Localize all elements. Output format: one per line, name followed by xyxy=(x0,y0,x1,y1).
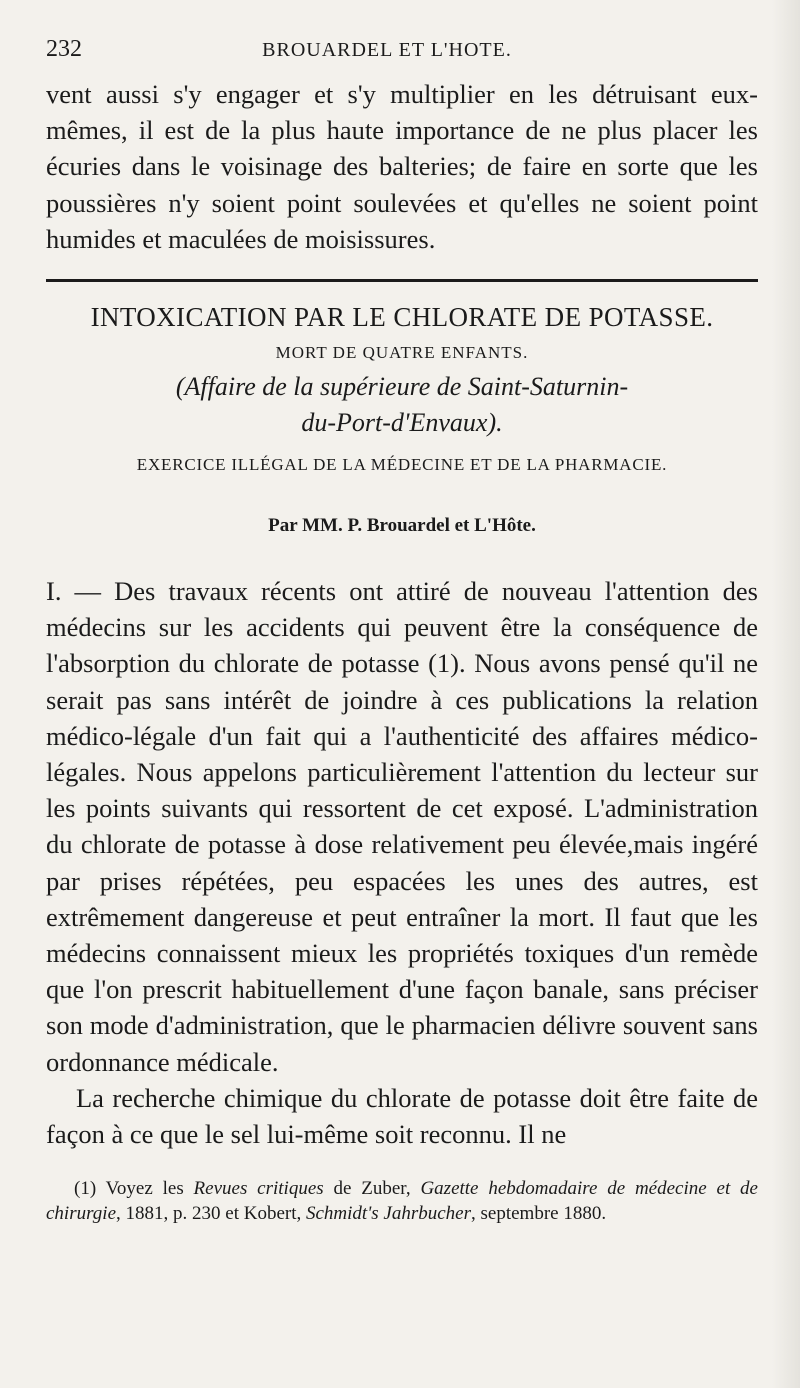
article-title: INTOXICATION PAR LE CHLORATE DE POTASSE. xyxy=(90,302,714,333)
case-name-line-1: (Affaire de la supérieure de Saint-Saturnin- xyxy=(175,372,629,402)
running-title: BROUARDEL ET L'HOTE. xyxy=(262,39,512,61)
running-head xyxy=(46,36,758,76)
footnote-text-b: de Zuber, xyxy=(333,1178,411,1200)
continued-paragraph-block xyxy=(46,76,758,257)
footnote-ref-2: Gazette hebdomadaire de médecine et de chirurgie xyxy=(46,1178,758,1225)
footnote-marker: (1) xyxy=(74,1178,97,1200)
case-name-line-2: du-Port-d'Envaux). xyxy=(301,408,503,438)
footnote-ref-3: Schmidt's Jahrbucher xyxy=(306,1203,472,1225)
footnote-text-a: Voyez les xyxy=(105,1178,184,1200)
article-body xyxy=(46,573,758,1152)
section-heading: EXERCICE ILLÉGAL DE LA MÉDECINE ET DE LA PHARMACIE. xyxy=(136,455,668,475)
body-paragraph-2: La recherche chimique du chlorate de potasse doit être faite de façon à ce que le sel lui-même soit reconnu. Il ne xyxy=(46,1082,758,1150)
footnote-text-c: , 1881, p. 230 et Kobert, xyxy=(116,1203,302,1225)
article-subtitle: MORT DE QUATRE ENFANTS. xyxy=(275,343,529,363)
body-paragraph-1: I. — Des travaux récents ont attiré de nouveau l'attention des médecins sur les accidents qui peuvent être la conséquence de l'absorption du chlorate de potasse (1). Nous avons pensé qu'il ne serait pas sans intérêt de joindre à ces publications la relation médico-légale d'un fait qui a l'authenticité des affaires médico-légales. Nous appelons particulièrement l'attention du lecteur sur les points suivants qui ressortent de cet exposé. L'administration du chlorate de potasse à dose relativement peu élevée,mais ingéré par prises répétées, peu espacées les unes des autres, est extrêmement dangereuse et peut entraîner la mort. Il faut que les médecins connaissent mieux les propriétés toxiques d'un remède que l'on prescrit habituellement d'une façon banale, sans préciser son mode d'administration, que le pharmacien délivre souvent sans ordonnance médicale. xyxy=(46,576,758,1077)
continued-paragraph: vent aussi s'y engager et s'y multiplier en les détruisant eux-mêmes, il est de la plus haute importance de ne plus placer les écuries dans le voisinage des balteries; de faire en sorte que les poussières n'y soient point soulevées et qu'elles ne soient point humides et maculées de moisissures. xyxy=(46,79,758,254)
article-authors: Par MM. P. Brouardel et L'Hôte. xyxy=(268,515,536,537)
footnote-text-d: , septembre 1880. xyxy=(471,1203,607,1225)
page-number: 232 xyxy=(46,36,82,62)
page-edge-shadow xyxy=(772,0,800,1388)
section-divider xyxy=(46,279,758,282)
footnote-ref-1: Revues critiques xyxy=(193,1178,324,1200)
footnote xyxy=(46,1176,758,1226)
